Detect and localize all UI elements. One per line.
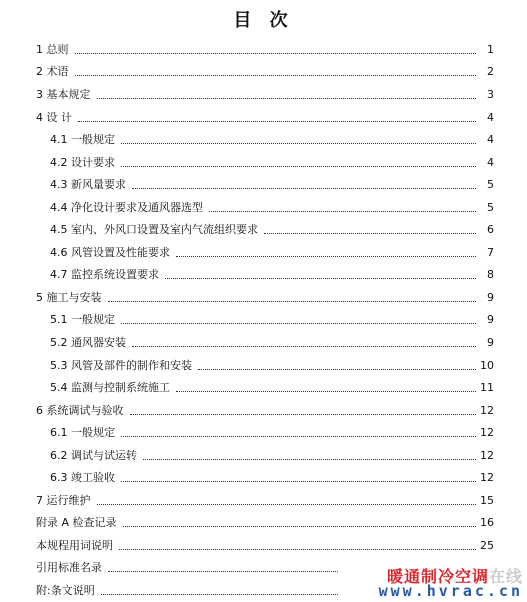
toc-entry[interactable] (50, 245, 494, 261)
toc-entry[interactable] (36, 403, 494, 419)
toc-entry-label: 附:条文说明 (36, 584, 95, 597)
toc-leader-dots (123, 525, 476, 527)
toc-entry-label: 1 总则 (36, 43, 69, 56)
watermark-brand-main: 暖通制冷空调 (386, 567, 489, 586)
toc-entry-page: 6 (487, 223, 494, 236)
page-title: 目 次 (233, 10, 294, 31)
toc-entry[interactable] (36, 583, 356, 599)
toc-entry[interactable] (50, 177, 494, 193)
toc-entry-label: 本规程用词说明 (36, 539, 113, 552)
toc-entry-label: 4.7 监控系统设置要求 (50, 268, 159, 281)
toc-entry-page: 3 (487, 88, 494, 101)
toc-entry-page: 7 (487, 246, 494, 259)
toc-entry-label: 6 系统调试与验收 (36, 404, 124, 417)
toc-entry-page: 1 (487, 43, 494, 56)
toc-entry-page: 5 (487, 178, 494, 191)
toc-entry-label: 6.1 一般规定 (50, 426, 115, 439)
toc-entry[interactable] (36, 110, 494, 126)
toc-leader-dots (75, 52, 477, 54)
toc-leader-dots (121, 435, 476, 437)
toc-leader-dots (198, 368, 476, 370)
toc-entry-page: 9 (487, 336, 494, 349)
toc-leader-dots (165, 277, 476, 279)
site-watermark (373, 564, 523, 600)
toc-entry-label: 引用标准名录 (36, 561, 102, 574)
toc-leader-dots (132, 187, 476, 189)
watermark-url: www.hvrac.cn (378, 582, 523, 600)
toc-entry-label: 4.1 一般规定 (50, 133, 115, 146)
toc-entry-page: 12 (480, 449, 494, 462)
toc-entry-page: 8 (487, 268, 494, 281)
toc-entry[interactable] (50, 358, 494, 374)
toc-entry[interactable] (50, 155, 494, 171)
toc-leader-dots (119, 548, 476, 550)
toc-entry-page: 25 (480, 539, 494, 552)
toc-entry-page: 12 (480, 471, 494, 484)
toc-leader-dots (176, 255, 476, 257)
toc-entry-label: 附录 A 检查记录 (36, 516, 117, 529)
toc-entry-page: 11 (480, 381, 494, 394)
watermark-brand-tail: 在线 (488, 567, 523, 586)
toc-entry-label: 4.5 室内、外风口设置及室内气流组织要求 (50, 223, 258, 236)
toc-leader-dots (132, 345, 476, 347)
toc-entry-label: 4 设 计 (36, 111, 72, 124)
toc-entry[interactable] (50, 267, 494, 283)
toc-entry-label: 5.1 一般规定 (50, 313, 115, 326)
toc-leader-dots (108, 570, 338, 572)
toc-leader-dots (176, 390, 476, 392)
toc-leader-dots (108, 300, 477, 302)
toc-entry-page: 15 (480, 494, 494, 507)
toc-leader-dots (101, 593, 338, 595)
toc-leader-dots (121, 322, 476, 324)
toc-entry-page: 4 (487, 133, 494, 146)
toc-entry-label: 5 施工与安装 (36, 291, 102, 304)
toc-leader-dots (75, 74, 477, 76)
toc-entry[interactable] (50, 200, 494, 216)
toc-entry[interactable] (36, 560, 356, 576)
toc-entry-label: 6.2 调试与试运转 (50, 449, 137, 462)
toc-leader-dots (97, 503, 477, 505)
toc-entry-label: 4.4 净化设计要求及通风器选型 (50, 201, 203, 214)
toc-entry-label: 3 基本规定 (36, 88, 91, 101)
toc-entry[interactable] (36, 64, 494, 80)
toc-leader-dots (121, 165, 476, 167)
toc-entry-label: 7 运行维护 (36, 494, 91, 507)
toc-entry-page: 12 (480, 426, 494, 439)
toc-entry[interactable] (50, 380, 494, 396)
toc-leader-dots (130, 413, 477, 415)
toc-leader-dots (143, 458, 476, 460)
toc-leader-dots (121, 142, 476, 144)
toc-entry-page: 9 (487, 313, 494, 326)
toc-entry-page: 5 (487, 201, 494, 214)
toc-leader-dots (97, 97, 477, 99)
toc-entry[interactable] (36, 493, 494, 509)
toc-entry[interactable] (36, 538, 494, 554)
toc-entry-label: 5.3 风管及部件的制作和安装 (50, 359, 192, 372)
toc-entry[interactable] (50, 425, 494, 441)
toc-entry-page: 10 (480, 359, 494, 372)
toc-entry-label: 5.4 监测与控制系统施工 (50, 381, 170, 394)
toc-leader-dots (209, 210, 476, 212)
toc-entry[interactable] (36, 515, 494, 531)
toc-entry[interactable] (50, 312, 494, 328)
toc-leader-dots (121, 480, 476, 482)
toc-leader-dots (264, 232, 476, 234)
toc-entry[interactable] (50, 335, 494, 351)
toc-entry[interactable] (50, 222, 494, 238)
toc-entry[interactable] (36, 87, 494, 103)
toc-entry-label: 5.2 通风器安装 (50, 336, 126, 349)
toc-entry-page: 4 (487, 111, 494, 124)
toc-entry-page: 4 (487, 156, 494, 169)
toc-leader-dots (78, 120, 476, 122)
toc-entry-label: 6.3 竣工验收 (50, 471, 115, 484)
toc-entry-page: 12 (480, 404, 494, 417)
toc-entry-label: 4.3 新风量要求 (50, 178, 126, 191)
toc-entry[interactable] (50, 448, 494, 464)
toc-entry-page: 2 (487, 65, 494, 78)
toc-entry-label: 4.6 风管设置及性能要求 (50, 246, 170, 259)
toc-entry-page: 9 (487, 291, 494, 304)
toc-entry[interactable] (50, 470, 494, 486)
toc-entry-label: 4.2 设计要求 (50, 156, 115, 169)
toc-entry-page: 16 (480, 516, 494, 529)
toc-entry[interactable] (36, 290, 494, 306)
toc-entry[interactable] (50, 132, 494, 148)
toc-entry[interactable] (36, 42, 494, 58)
toc-entry-label: 2 术语 (36, 65, 69, 78)
